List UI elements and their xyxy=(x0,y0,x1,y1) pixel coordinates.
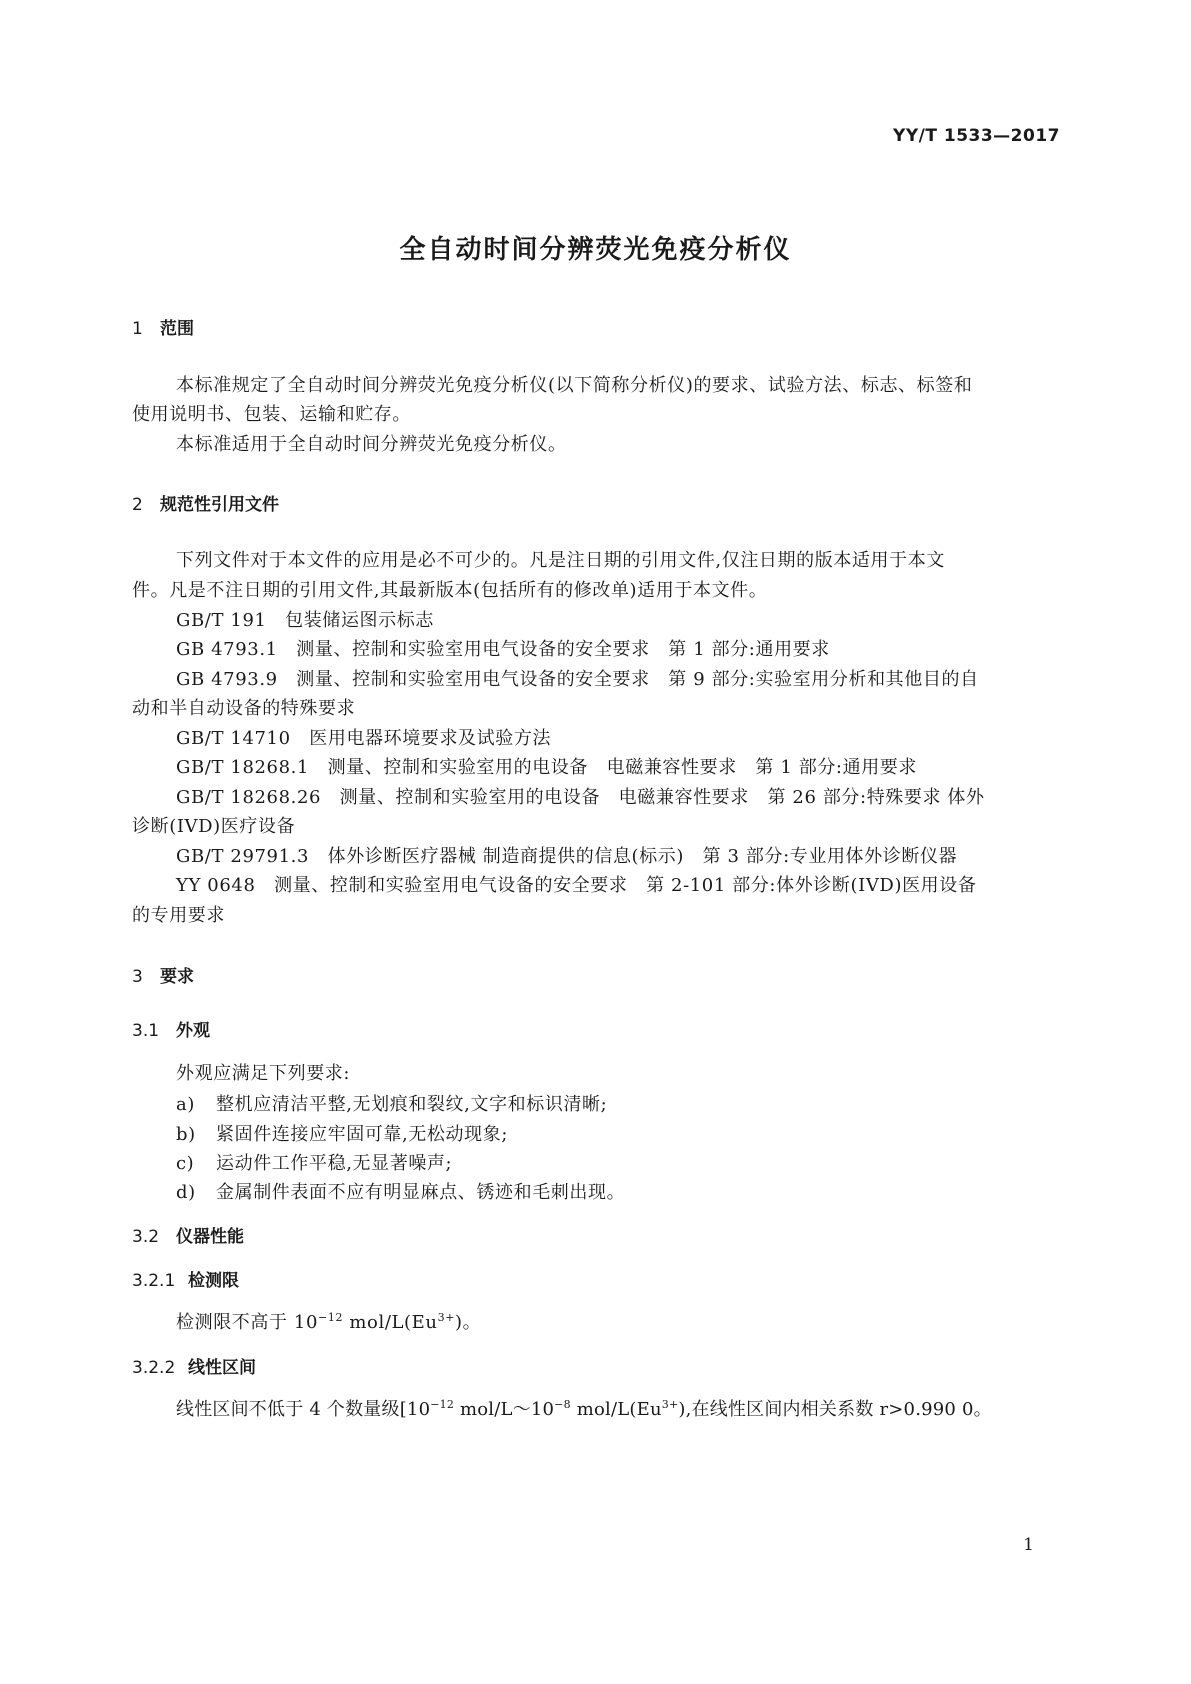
standard-code: YY/T 1533—2017 xyxy=(893,126,1060,146)
section-number: 2 xyxy=(132,495,143,515)
superscript: −12 xyxy=(318,1311,344,1324)
reference-item: GB/T 191 包装储运图示标志 xyxy=(176,610,434,631)
reference-item: YY 0648 测量、控制和实验室用电气设备的安全要求 第 2-101 部分:体外诊断(IVD)医用设备 xyxy=(176,875,977,896)
text-segment: mol/L(Eu xyxy=(570,1399,662,1420)
list-item-text: 金属制件表面不应有明显麻点、锈迹和毛刺出现。 xyxy=(216,1182,626,1203)
reference-item: GB/T 18268.26 测量、控制和实验室用的电设备 电磁兼容性要求 第 26 部分:特殊要求 体外 xyxy=(176,787,985,808)
reference-item-continuation: 动和半自动设备的特殊要求 xyxy=(132,698,356,719)
list-item-text: 运动件工作平稳,无显著噪声; xyxy=(216,1153,453,1174)
list-item-text: 紧固件连接应牢固可靠,无松动现象; xyxy=(216,1124,508,1145)
superscript: −12 xyxy=(430,1398,455,1411)
reference-item: GB/T 14710 医用电器环境要求及试验方法 xyxy=(176,728,552,749)
list-item xyxy=(176,1178,625,1204)
section-title: 仪器性能 xyxy=(176,1227,244,1247)
paragraph: 件。凡是不注日期的引用文件,其最新版本(包括所有的修改单)适用于本文件。 xyxy=(132,580,768,601)
superscript: 3+ xyxy=(661,1398,679,1411)
page-number: 1 xyxy=(1023,1535,1034,1555)
list-item-label: d) xyxy=(176,1182,196,1203)
section-title: 检测限 xyxy=(188,1271,239,1291)
section-2-heading xyxy=(132,490,279,515)
section-number: 3.2.1 xyxy=(132,1271,176,1291)
section-number: 3.2 xyxy=(132,1227,160,1247)
section-title: 线性区间 xyxy=(188,1358,256,1378)
section-3-2-2-heading xyxy=(132,1353,256,1378)
reference-item: GB 4793.9 测量、控制和实验室用电气设备的安全要求 第 9 部分:实验室用分析和其他目的自 xyxy=(176,669,979,690)
document-title: 全自动时间分辨荧光免疫分析仪 xyxy=(399,235,792,265)
list-item xyxy=(176,1090,607,1116)
detection-limit-text xyxy=(176,1308,481,1334)
list-item-text: 整机应清洁平整,无划痕和裂纹,文字和标识清晰; xyxy=(216,1094,608,1115)
text-segment: 线性区间不低于 4 个数量级[10 xyxy=(176,1399,431,1420)
reference-item-continuation: 诊断(IVD)医疗设备 xyxy=(132,816,296,837)
section-number: 3 xyxy=(132,967,143,987)
list-item xyxy=(176,1120,508,1146)
section-title: 规范性引用文件 xyxy=(160,495,279,515)
reference-item: GB/T 29791.3 体外诊断医疗器械 制造商提供的信息(标示) 第 3 部分:专业用体外诊断仪器 xyxy=(176,846,958,867)
text-segment: mol/L(Eu xyxy=(343,1312,438,1333)
section-3-1-heading xyxy=(132,1016,210,1041)
section-3-2-heading xyxy=(132,1222,244,1247)
section-number: 3.2.2 xyxy=(132,1358,176,1378)
reference-item-continuation: 的专用要求 xyxy=(132,905,225,926)
reference-item: GB/T 18268.1 测量、控制和实验室用的电设备 电磁兼容性要求 第 1 部分:通用要求 xyxy=(176,757,917,778)
text-segment: )。 xyxy=(455,1312,482,1333)
superscript: −8 xyxy=(554,1398,571,1411)
section-3-heading xyxy=(132,962,194,987)
list-item-label: c) xyxy=(176,1153,195,1174)
text-segment: ),在线性区间内相关系数 r>0.990 0。 xyxy=(678,1399,992,1420)
list-item xyxy=(176,1149,452,1175)
section-title: 范围 xyxy=(160,319,194,339)
paragraph: 本标准规定了全自动时间分辨荧光免疫分析仪(以下简称分析仪)的要求、试验方法、标志、标签和 xyxy=(176,375,973,396)
paragraph: 下列文件对于本文件的应用是必不可少的。凡是注日期的引用文件,仅注日期的版本适用于本文 xyxy=(176,550,945,571)
section-number: 3.1 xyxy=(132,1021,160,1041)
section-number: 1 xyxy=(132,319,143,339)
text-segment: mol/L～10 xyxy=(454,1399,555,1420)
reference-item: GB 4793.1 测量、控制和实验室用电气设备的安全要求 第 1 部分:通用要求 xyxy=(176,639,830,660)
paragraph: 使用说明书、包装、运输和贮存。 xyxy=(132,404,411,425)
list-item-label: b) xyxy=(176,1124,196,1145)
paragraph: 本标准适用于全自动时间分辨荧光免疫分析仪。 xyxy=(176,434,567,455)
list-item-label: a) xyxy=(176,1094,195,1115)
paragraph: 外观应满足下列要求: xyxy=(176,1063,351,1084)
section-3-2-1-heading xyxy=(132,1266,239,1291)
section-title: 要求 xyxy=(160,967,194,987)
section-1-heading xyxy=(132,314,194,339)
superscript: 3+ xyxy=(437,1311,456,1324)
text-segment: 检测限不高于 10 xyxy=(176,1312,319,1333)
linear-range-text xyxy=(176,1395,992,1421)
section-title: 外观 xyxy=(176,1021,210,1041)
